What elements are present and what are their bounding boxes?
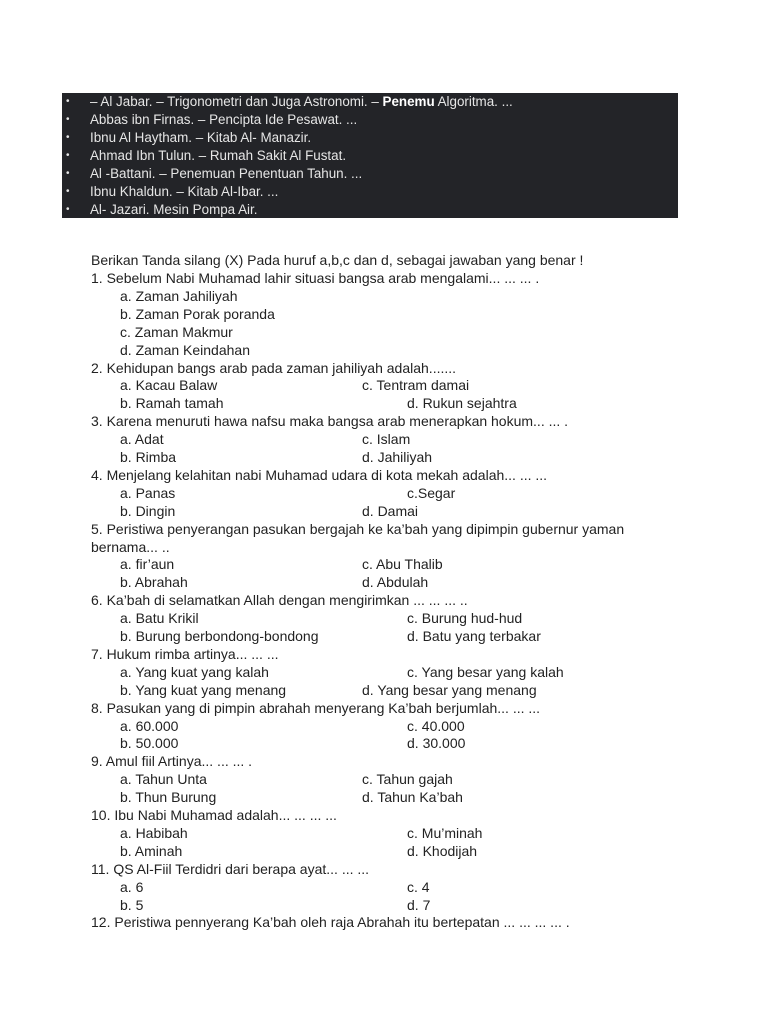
reference-text: Ibnu Khaldun. – Kitab Al-Ibar. ... — [90, 184, 279, 199]
answer-option: b. Ramah tamah — [120, 395, 224, 412]
answer-option: b. 50.000 — [120, 735, 179, 752]
answer-option: d. Khodijah — [407, 842, 478, 859]
reference-list-item — [62, 93, 678, 111]
question-text: 10. Ibu Nabi Muhamad adalah... ... ... ... — [91, 807, 337, 823]
answer-option: c. 4 — [407, 878, 430, 895]
question-text: 11. QS Al-Fiil Terdidri dari berapa ayat... ... ... — [91, 860, 370, 877]
answer-option: c. Mu’minah — [407, 824, 483, 841]
answer-option: a. Panas — [120, 484, 176, 501]
answer-option: d. Damai — [362, 502, 419, 519]
bullet-icon: • — [66, 204, 70, 215]
answer-reference-panel — [62, 93, 678, 218]
reference-text: Ibnu Al Haytham. – Kitab Al- Manazir. — [90, 130, 312, 145]
answer-option: b. Aminah — [120, 842, 183, 859]
question-text: 7. Hukum rimba artinya... ... ... — [91, 645, 279, 662]
answer-option: c. Zaman Makmur — [120, 323, 233, 340]
answer-option: b. Rimba — [120, 449, 177, 465]
answer-option: a. Yang kuat yang kalah — [120, 663, 269, 680]
question-text: 8. Pasukan yang di pimpin abrahah menyerang Ka’bah berjumlah... ... ... — [91, 699, 541, 716]
reference-text: – Al Jabar. – Trigonometri dan Juga Astronomi. – — [90, 94, 383, 109]
answer-option: b. Dingin — [120, 502, 176, 519]
question-text: bernama... .. — [91, 538, 170, 555]
answer-option: c. Tentram damai — [362, 377, 470, 394]
answer-option: b. Abrahah — [120, 574, 188, 591]
answer-option: a. Tahun Unta — [120, 771, 207, 788]
answer-option: c. Yang besar yang kalah — [407, 663, 564, 680]
answer-option: d. Tahun Ka’bah — [362, 789, 463, 806]
bullet-icon: • — [66, 96, 70, 107]
reference-list-item — [62, 165, 678, 183]
answer-option: a. Habibah — [120, 824, 188, 841]
reference-text: Al -Battani. – Penemuan Penentuan Tahun. ... — [90, 166, 363, 181]
instruction-text: Berikan Tanda silang (X) Pada huruf a,b,c dan d, sebagai jawaban yang benar ! — [91, 252, 584, 268]
reference-text: Abbas ibn Firnas. – Pencipta Ide Pesawat. ... — [90, 112, 358, 127]
reference-text: Algoritma. ... — [434, 94, 513, 109]
reference-list-item — [62, 147, 678, 165]
question-text: 2. Kehidupan bangs arab pada zaman jahiliyah adalah....... — [91, 359, 457, 376]
bullet-icon: • — [66, 114, 70, 125]
answer-option: d. Zaman Keindahan — [120, 341, 250, 358]
answer-option: d. Abdulah — [362, 574, 429, 591]
answer-option: d. Yang besar yang menang — [362, 681, 537, 698]
answer-option: b. Yang kuat yang menang — [120, 681, 287, 698]
question-text: 9. Amul fiil Artinya... ... ... . — [91, 753, 253, 770]
answer-option: c. Abu Thalib — [362, 556, 443, 573]
answer-option: d. Jahiliyah — [362, 449, 433, 465]
answer-option: a. Kacau Balaw — [120, 377, 218, 394]
question-text: 1. Sebelum Nabi Muhamad lahir situasi bangsa arab mengalami... ... ... . — [91, 270, 540, 286]
answer-option: b. 5 — [120, 896, 144, 913]
reference-list-item — [62, 129, 678, 147]
answer-option: d. 7 — [407, 896, 431, 913]
answer-option: d. 30.000 — [407, 735, 466, 752]
bullet-icon: • — [66, 186, 70, 197]
reference-bold-text: Penemu — [382, 94, 435, 109]
reference-list-item — [62, 183, 678, 201]
answer-option: c.Segar — [407, 484, 456, 501]
answer-option: a. 60.000 — [120, 717, 179, 734]
answer-option: d. Rukun sejahtra — [407, 395, 517, 412]
answer-option: c. Burung hud-hud — [407, 610, 523, 627]
question-text: 6. Ka’bah di selamatkan Allah dengan mengirimkan ... ... ... .. — [91, 592, 468, 609]
question-text: 4. Menjelang kelahitan nabi Muhamad udara di kota mekah adalah... ... ... — [91, 466, 548, 483]
answer-option: a. Adat — [120, 431, 164, 448]
reference-text: Al- Jazari. Mesin Pompa Air. — [90, 202, 258, 217]
answer-option: d. Batu yang terbakar — [407, 628, 541, 644]
reference-list-item — [62, 201, 678, 219]
bullet-icon: • — [66, 168, 70, 179]
answer-option: c. Islam — [362, 431, 411, 448]
question-text: 3. Karena menuruti hawa nafsu maka bangsa arab menerapkan hokum... ... . — [91, 413, 569, 430]
answer-option: a. Zaman Jahiliyah — [120, 287, 238, 304]
answer-option: b. Burung berbondong-bondong — [120, 628, 319, 644]
bullet-icon: • — [66, 150, 70, 161]
bullet-icon: • — [66, 132, 70, 143]
reference-text: Ahmad Ibn Tulun. – Rumah Sakit Al Fustat. — [90, 148, 347, 163]
answer-option: c. 40.000 — [407, 717, 465, 734]
question-text: 12. Peristiwa pennyerang Ka’bah oleh raja Abrahah itu bertepatan ... ... ... ... . — [91, 914, 570, 931]
answer-option: a. Batu Krikil — [120, 610, 199, 627]
answer-option: a. 6 — [120, 878, 144, 895]
reference-list-item — [62, 111, 678, 129]
question-text: 5. Peristiwa penyerangan pasukan bergajah ke ka’bah yang dipimpin gubernur yaman — [91, 520, 625, 537]
answer-option: c. Tahun gajah — [362, 771, 453, 788]
answer-option: b. Thun Burung — [120, 789, 217, 806]
answer-option: b. Zaman Porak poranda — [120, 305, 275, 322]
answer-option: a. fir’aun — [120, 556, 175, 573]
